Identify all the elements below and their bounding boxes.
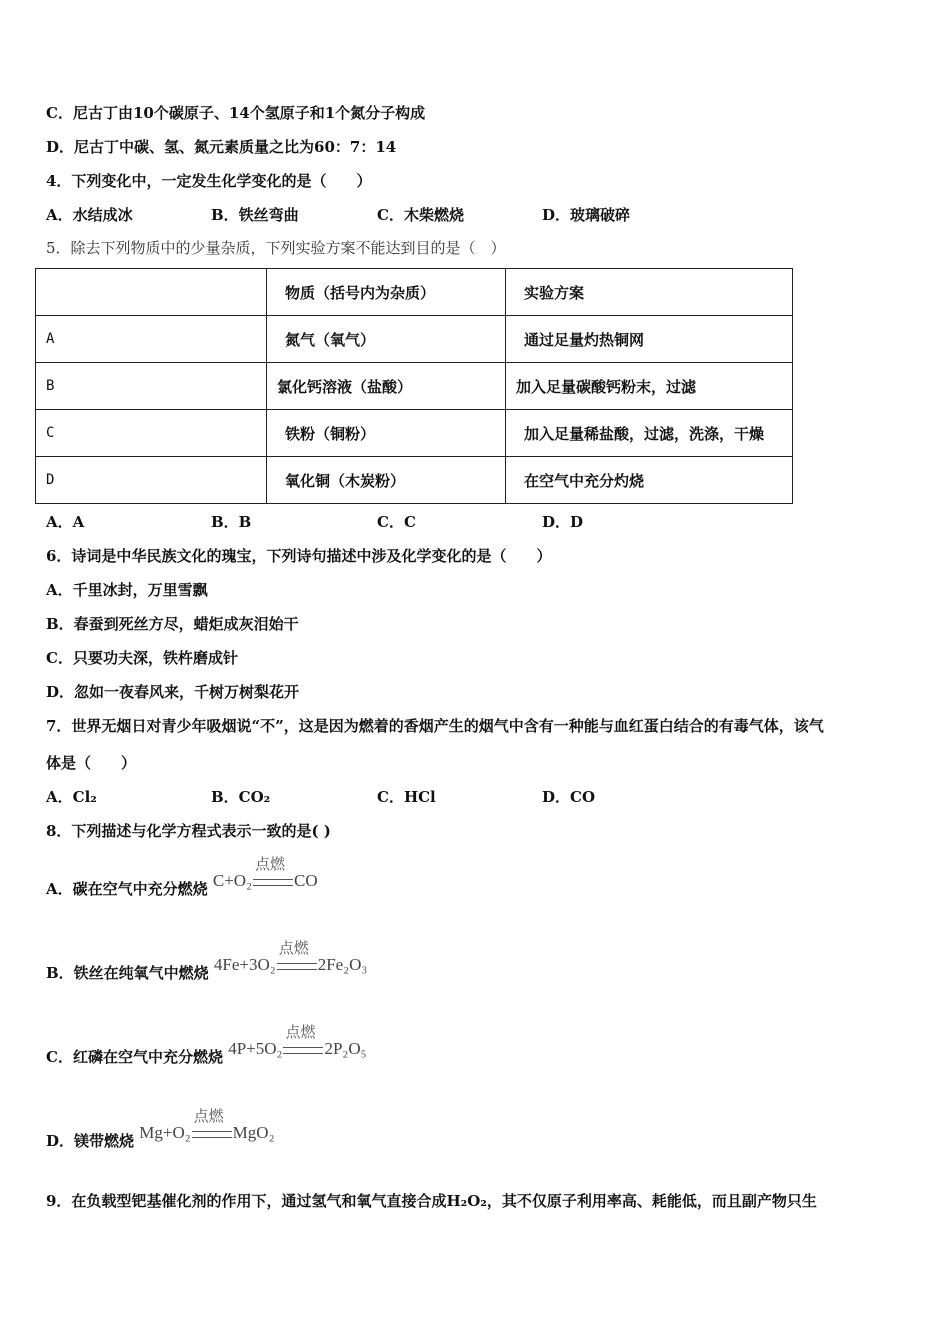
table-cell: 加入足量稀盐酸，过滤，洗涤，干燥 — [506, 410, 793, 457]
table-cell: 通过足量灼热铜网 — [506, 316, 793, 363]
equation-reactants: Mg+O₂ — [139, 1123, 191, 1143]
q4-option-a: A．水结成冰 — [46, 206, 133, 224]
equation-reactants: 4P+5O₂ — [228, 1039, 283, 1059]
q7-option-d: D．CO — [542, 788, 596, 806]
q5-option-b: B．B — [211, 513, 252, 531]
experiment-table — [35, 268, 793, 504]
reaction-condition — [253, 854, 293, 893]
q4-option-b: B．铁丝弯曲 — [211, 206, 299, 224]
q6-option-a: A．千里冰封，万里雪飘 — [46, 581, 208, 599]
condition-text: 点燃 — [278, 938, 309, 957]
q6-option-c: C．只要功夫深，铁杵磨成针 — [46, 649, 238, 667]
q8-option-a — [46, 854, 318, 901]
q8-option-b — [46, 938, 368, 985]
equation-products: MgO₂ — [232, 1123, 275, 1143]
q9-text-pre: 9．在负载型钯基催化剂的作用下，通过氢气和氧气直接合成 — [46, 1192, 447, 1210]
table-row — [36, 316, 793, 363]
table-cell: 在空气中充分灼烧 — [506, 457, 793, 504]
q6-stem: 6．诗词是中华民族文化的瑰宝，下列诗句描述中涉及化学变化的是（ ） — [46, 547, 552, 565]
table-cell: 铁粉（铜粉） — [267, 410, 506, 457]
table-cell: 氧化铜（木炭粉） — [267, 457, 506, 504]
condition-text: 点燃 — [255, 854, 286, 873]
reaction-condition — [283, 1022, 323, 1061]
table-row — [36, 363, 793, 410]
q7-stem-line2: 体是（ ） — [46, 754, 137, 772]
equation-reactants: C+O₂ — [212, 871, 253, 891]
q7-option-b: B．CO₂ — [211, 788, 271, 806]
q7-stem-line1: 7．世界无烟日对青少年吸烟说“不”，这是因为燃着的香烟产生的烟气中含有一种能与血红蛋白结合的有毒气体，该气 — [46, 717, 824, 735]
reaction-condition — [192, 1106, 232, 1145]
chemical-equation — [139, 1106, 275, 1144]
q5-option-c: C．C — [377, 513, 416, 531]
equation-reactants: 4Fe+3O₂ — [213, 955, 276, 975]
q5-stem: 5．除去下列物质中的少量杂质，下列实验方案不能达到目的是（ ） — [46, 239, 506, 257]
condition-text: 点燃 — [193, 1106, 224, 1125]
q8-stem: 8．下列描述与化学方程式表示一致的是( ) — [46, 822, 331, 840]
q4-option-c: C．木柴燃烧 — [377, 206, 464, 224]
q4-option-d: D．玻璃破碎 — [542, 206, 631, 224]
table-header-cell: 实验方案 — [506, 269, 793, 316]
q6-option-b: B．春蚕到死丝方尽，蜡炬成灰泪始干 — [46, 615, 299, 633]
q8-option-d — [46, 1106, 275, 1153]
q7-option-a: A．Cl₂ — [46, 788, 97, 806]
table-cell: C — [36, 410, 267, 457]
reaction-condition — [277, 938, 317, 977]
chemical-equation — [212, 854, 318, 892]
option-label: C．红磷在空气中充分燃烧 — [46, 1048, 223, 1066]
q4-stem: 4．下列变化中，一定发生化学变化的是（ ） — [46, 172, 372, 190]
q3-option-c: C．尼古丁由10个碳原子、14个氢原子和1个氮分子构成 — [46, 104, 426, 122]
table-header-cell — [36, 269, 267, 316]
table-row — [36, 457, 793, 504]
table-header-cell: 物质（括号内为杂质） — [267, 269, 506, 316]
equation-products: 2Fe₂O₃ — [317, 955, 368, 975]
q5-option-a: A．A — [46, 513, 85, 531]
q7-option-c: C．HCl — [377, 788, 436, 806]
chemical-equation — [213, 938, 368, 976]
table-cell: 氮气（氧气） — [267, 316, 506, 363]
q9-formula: H₂O₂ — [446, 1192, 487, 1210]
table-row — [36, 410, 793, 457]
table-cell: D — [36, 457, 267, 504]
equation-products: 2P₂O₅ — [324, 1039, 367, 1059]
table-cell: A — [36, 316, 267, 363]
option-label: D．镁带燃烧 — [46, 1132, 135, 1150]
q3-option-d: D．尼古丁中碳、氢、氮元素质量之比为60：7：14 — [46, 138, 397, 156]
q8-option-c — [46, 1022, 367, 1069]
q6-option-d: D．忽如一夜春风来，千树万树梨花开 — [46, 683, 300, 701]
option-label: B．铁丝在纯氧气中燃烧 — [46, 964, 209, 982]
table-cell: 加入足量碳酸钙粉末，过滤 — [506, 363, 793, 410]
q9-stem — [46, 1190, 817, 1211]
q5-option-d: D．D — [542, 513, 584, 531]
equation-products: CO — [294, 871, 318, 891]
table-header-row — [36, 269, 793, 316]
q9-text-post: ，其不仅原子利用率高、耗能低，而且副产物只生 — [486, 1192, 817, 1210]
table-cell: 氯化钙溶液（盐酸） — [267, 363, 506, 410]
option-label: A．碳在空气中充分燃烧 — [46, 880, 208, 898]
chemical-equation — [228, 1022, 367, 1060]
condition-text: 点燃 — [285, 1022, 316, 1041]
table-cell: B — [36, 363, 267, 410]
